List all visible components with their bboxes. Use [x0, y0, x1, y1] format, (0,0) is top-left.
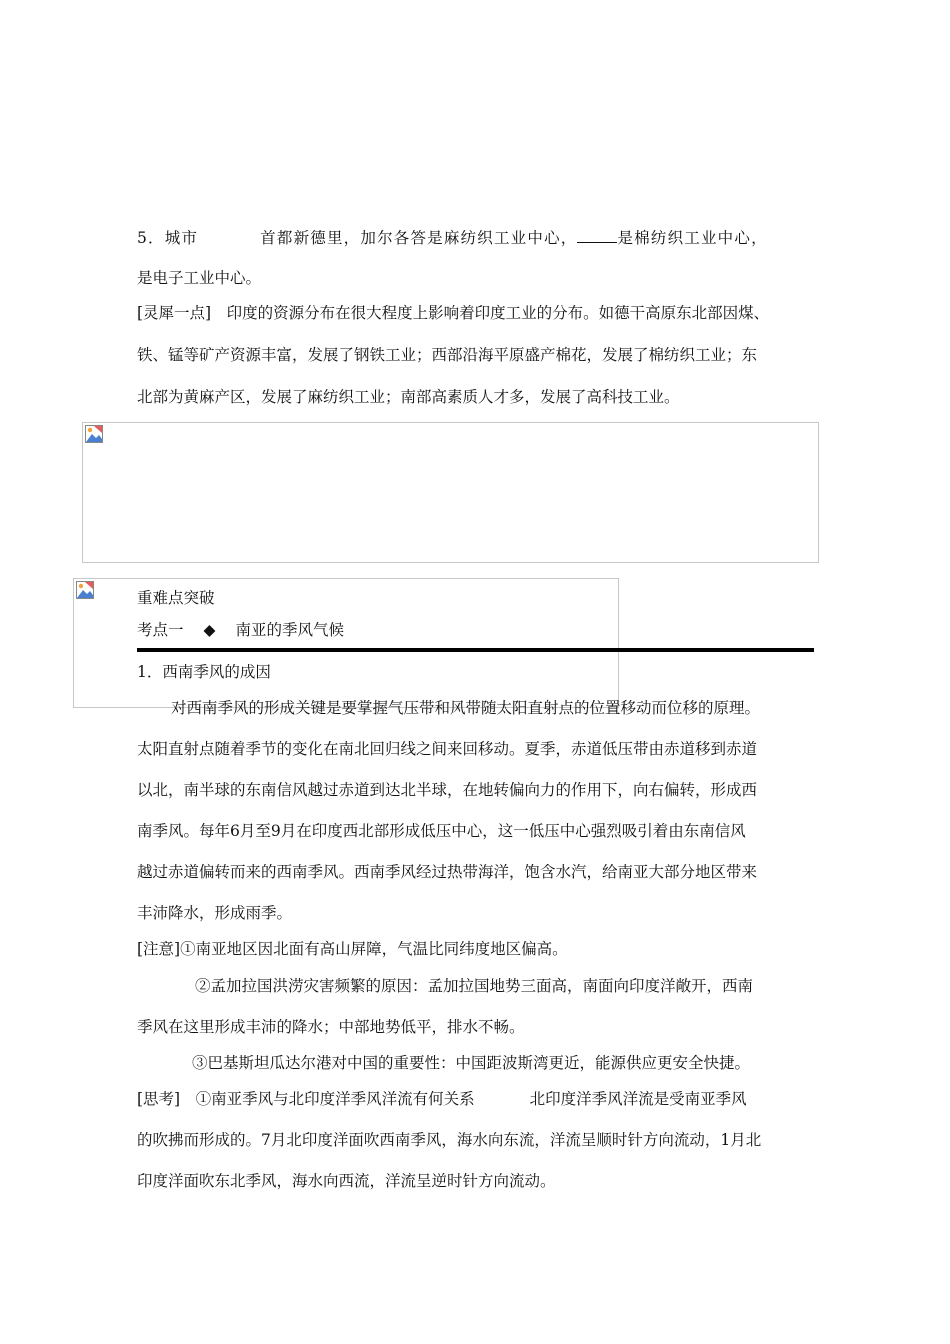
body-line-3: 以北，南半球的东南信风越过赤道到达北半球，在地转偏向力的作用下，向右偏转，形成西	[137, 781, 758, 799]
subheading-1: 1．西南季风的成因	[137, 663, 271, 681]
note-2-line-1: ②孟加拉国洪涝灾害频繁的原因：孟加拉国地势三面高，南面向印度洋敞开，西南	[195, 977, 754, 995]
body-line-2: 太阳直射点随着季节的变化在南北回归线之间来回移动。夏季，赤道低压带由赤道移到赤道	[137, 740, 758, 758]
q5-text: 首都新德里，加尔各答是麻纺织工业中心，	[260, 229, 578, 247]
note-1: [注意]①南亚地区因北面有高山屏障，气温比同纬度地区偏高。	[137, 940, 568, 958]
section-heading: 重难点突破	[137, 589, 215, 607]
think-answer-3: 印度洋面吹东北季风，海水向西流，洋流呈逆时针方向流动。	[137, 1172, 556, 1190]
tip-line-1: [灵犀一点] 印度的资源分布在很大程度上影响着印度工业的分布。如德干高原东北部因煤、	[137, 304, 770, 322]
body-line-1: 对西南季风的形成关键是要掌握气压带和风带随太阳直射点的位置移动而位移的原理。	[171, 699, 761, 717]
kaodian-title: 南亚的季风气候	[235, 621, 344, 639]
think-answer-start: 北印度洋季风洋流是受南亚季风	[529, 1090, 747, 1108]
image-placeholder	[82, 422, 819, 563]
tip-line-2: 铁、锰等矿产资源丰富，发展了钢铁工业；西部沿海平原盛产棉花，发展了棉纺织工业；东	[137, 346, 758, 364]
think-question: [思考] ①南亚季风与北印度洋季风洋流有何关系	[137, 1090, 475, 1108]
q5-label: 5．城市	[137, 229, 199, 247]
q5-blank	[577, 228, 617, 243]
body-line-5: 越过赤道偏转而来的西南季风。西南季风经过热带海洋，饱含水汽，给南亚大部分地区带来	[137, 863, 758, 881]
diamond-icon: ◆	[203, 621, 216, 639]
tip-line-3: 北部为黄麻产区，发展了麻纺织工业；南部高素质人才多，发展了高科技工业。	[137, 388, 680, 406]
note-3: ③巴基斯坦瓜达尔港对中国的重要性：中国距波斯湾更近，能源供应更安全快捷。	[192, 1054, 751, 1072]
q5-text-2: 是棉纺织工业中心，	[617, 229, 768, 247]
broken-image-icon	[76, 581, 94, 599]
think-answer-2: 的吹拂而形成的。7月北印度洋面吹西南季风，海水向东流，洋流呈顺时针方向流动，1月北	[137, 1131, 762, 1149]
note-2-line-2: 季风在这里形成丰沛的降水；中部地势低平，排水不畅。	[137, 1018, 525, 1036]
think-question-line	[137, 1089, 747, 1109]
q5-line2: 是电子工业中心。	[137, 269, 262, 287]
kaodian-heading	[137, 620, 344, 640]
kaodian-label: 考点一	[137, 621, 184, 639]
body-line-4: 南季风。每年6月至9月在印度西北部形成低压中心，这一低压中心强烈吸引着由东南信风	[137, 822, 746, 840]
broken-image-icon	[85, 425, 103, 443]
body-line-6: 丰沛降水，形成雨季。	[137, 904, 293, 922]
heading-rule	[137, 648, 814, 652]
q5-line1	[137, 228, 768, 248]
